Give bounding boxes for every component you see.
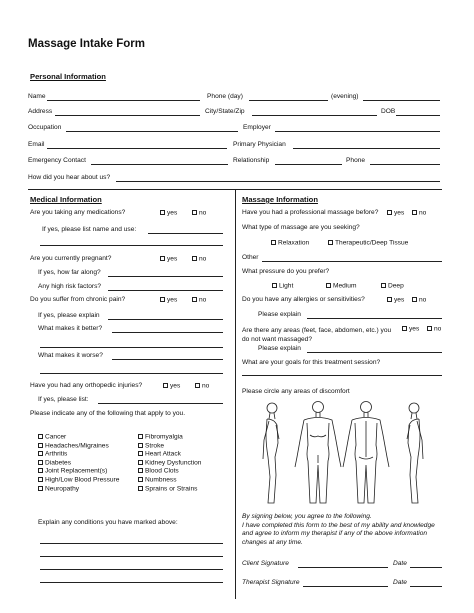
physician-label: Primary Physician [233, 141, 286, 148]
checkbox-icon [38, 443, 43, 448]
pain-explain-field[interactable] [108, 319, 223, 320]
phone-field[interactable] [370, 164, 440, 165]
employer-field[interactable] [275, 131, 440, 132]
explain-marked-field-2[interactable] [40, 556, 223, 557]
condition-item[interactable] [138, 477, 177, 484]
consent-heading: By signing below, you agree to the following. [242, 513, 372, 520]
address-field[interactable] [55, 115, 200, 116]
therapeutic-option[interactable]: Therapeutic/Deep Tissue [328, 240, 408, 247]
checkbox-icon [38, 434, 43, 439]
worse-field-2[interactable] [40, 373, 223, 374]
high-risk-label: Any high risk factors? [38, 283, 102, 290]
checkbox-icon [138, 460, 143, 465]
checkbox-icon [138, 468, 143, 473]
evening-label: (evening) [331, 93, 359, 100]
client-signature-field[interactable] [298, 567, 388, 568]
client-date-field[interactable] [410, 567, 442, 568]
list-name-label: If yes, please list name and use: [42, 226, 137, 233]
name-label: Name [28, 93, 46, 100]
therapist-signature-field[interactable] [303, 586, 388, 587]
pregnant-no[interactable]: no [192, 256, 206, 263]
checkbox-icon [402, 326, 407, 331]
condition-label: Stroke [145, 442, 165, 450]
checkbox-icon [38, 451, 43, 456]
checkbox-icon [326, 283, 331, 288]
allergies-question: Do you have any allergies or sensitivities? [242, 296, 365, 303]
checkbox-icon [160, 210, 165, 215]
email-label: Email [28, 141, 45, 148]
goals-field-1[interactable] [242, 375, 442, 376]
checkbox-icon [38, 486, 43, 491]
employer-label: Employer [243, 124, 271, 131]
checkbox-icon [192, 210, 197, 215]
condition-item[interactable] [38, 477, 119, 484]
worse-field-1[interactable] [112, 359, 223, 360]
checkbox-icon [160, 297, 165, 302]
body-side-left-icon [263, 403, 279, 503]
allergies-explain-field[interactable] [307, 318, 442, 319]
avoid-yes[interactable]: yes [402, 326, 419, 333]
consent-text: I have completed this form to the best of my ability and knowledge and agree to inform my therapist if any of the above information changes at any time. [242, 522, 435, 546]
therapist-date-field[interactable] [410, 586, 442, 587]
condition-label: Neuropathy [45, 485, 80, 493]
checkbox-icon [138, 451, 143, 456]
checkbox-icon [412, 297, 417, 302]
phone-day-label: Phone (day) [207, 93, 243, 100]
medications-field-1[interactable] [148, 233, 223, 234]
condition-item[interactable] [138, 434, 183, 441]
goals-question: What are your goals for this treatment session? [242, 359, 381, 366]
medications-no[interactable]: no [192, 210, 206, 217]
phone-evening-field[interactable] [363, 100, 440, 101]
condition-item[interactable] [38, 443, 109, 450]
personal-heading: Personal Information [30, 72, 106, 81]
relaxation-option[interactable]: Relaxation [271, 240, 309, 247]
checkbox-icon [160, 256, 165, 261]
checkbox-icon [427, 326, 432, 331]
body-side-right-icon [407, 403, 423, 503]
checkbox-icon [138, 434, 143, 439]
checkbox-icon [381, 283, 386, 288]
client-signature-label: Client Signature [242, 560, 289, 567]
professional-yes[interactable]: yes [387, 210, 404, 217]
better-field-1[interactable] [112, 332, 223, 333]
condition-label: Headaches/Migraines [45, 442, 109, 450]
pain-explain-label: If yes, please explain [38, 312, 100, 319]
therapist-date-label: Date [393, 579, 407, 586]
hear-about-label: How did you hear about us? [28, 174, 111, 181]
avoid-question: Are there any areas (feet, face, abdomen, etc.) you do not want massaged? [242, 327, 392, 343]
condition-label: Blood Clots [145, 467, 179, 475]
orthopedic-yes[interactable]: yes [163, 383, 180, 390]
pressure-question: What pressure do you prefer? [242, 268, 330, 275]
other-field[interactable] [262, 261, 442, 262]
checkbox-icon [192, 297, 197, 302]
body-back-icon [343, 402, 389, 504]
checkbox-icon [163, 383, 168, 388]
medical-heading: Medical Information [30, 195, 102, 204]
avoid-explain-label: Please explain [258, 345, 301, 352]
therapist-signature-label: Therapist Signature [242, 579, 300, 586]
checkbox-icon [138, 477, 143, 482]
allergies-yes[interactable]: yes [387, 297, 404, 304]
condition-label: Arthritis [45, 450, 68, 458]
high-risk-field[interactable] [108, 290, 223, 291]
explain-marked-label: Explain any conditions you have marked above: [38, 519, 178, 526]
condition-label: Sprains or Strains [145, 485, 198, 493]
phone-day-field[interactable] [249, 100, 328, 101]
hear-about-field[interactable] [116, 181, 440, 182]
better-label: What makes it better? [38, 325, 103, 332]
occupation-label: Occupation [28, 124, 62, 131]
city-label: City/State/Zip [205, 108, 245, 115]
condition-label: High/Low Blood Pressure [45, 476, 120, 484]
relationship-label: Relationship [233, 157, 270, 164]
condition-item[interactable] [138, 443, 164, 450]
chronic-pain-question: Do you suffer from chronic pain? [30, 296, 126, 303]
checkbox-icon [412, 210, 417, 215]
column-divider [235, 189, 236, 599]
occupation-field[interactable] [66, 131, 238, 132]
how-far-label: If yes, how far along? [38, 269, 101, 276]
checkbox-icon [328, 240, 333, 245]
massage-heading: Massage Information [242, 195, 318, 204]
checkbox-icon [272, 283, 277, 288]
client-date-label: Date [393, 560, 407, 567]
physician-field[interactable] [293, 148, 440, 149]
pregnant-yes[interactable]: yes [160, 256, 177, 263]
condition-label: Cancer [45, 433, 67, 441]
condition-label: Fibromyalgia [145, 433, 183, 441]
orthopedic-no[interactable]: no [195, 383, 209, 390]
worse-label: What makes it worse? [38, 352, 103, 359]
condition-label: Kidney Dysfunction [145, 459, 202, 467]
checkbox-icon [387, 210, 392, 215]
medium-option[interactable]: Medium [326, 283, 356, 290]
checkbox-icon [387, 297, 392, 302]
condition-item[interactable] [138, 468, 179, 475]
circle-label: Please circle any areas of discomfort [242, 388, 350, 395]
indicate-label: Please indicate any of the following that apply to you. [30, 410, 186, 417]
avoid-no[interactable]: no [427, 326, 441, 333]
professional-question: Have you had a professional massage before? [242, 209, 379, 216]
condition-item[interactable] [38, 451, 67, 458]
medications-yes[interactable]: yes [160, 210, 177, 217]
emergency-field[interactable] [91, 164, 228, 165]
please-list-label: If yes, please list: [38, 396, 89, 403]
condition-label: Heart Attack [145, 450, 181, 458]
dob-label: DOB [381, 108, 396, 115]
type-question: What type of massage are you seeking? [242, 224, 360, 231]
allergies-no[interactable]: no [412, 297, 426, 304]
condition-item[interactable] [138, 451, 181, 458]
condition-label: Diabetes [45, 459, 72, 467]
checkbox-icon [195, 383, 200, 388]
address-label: Address [28, 108, 53, 115]
checkbox-icon [38, 477, 43, 482]
medications-question: Are you taking any medications? [30, 209, 126, 216]
orthopedic-field[interactable] [98, 403, 223, 404]
checkbox-icon [38, 468, 43, 473]
condition-item[interactable] [38, 434, 66, 441]
body-diagram[interactable] [240, 395, 446, 511]
checkbox-icon [38, 460, 43, 465]
explain-marked-field-1[interactable] [40, 543, 223, 544]
emergency-label: Emergency Contact [28, 157, 86, 164]
allergies-explain-label: Please explain [258, 311, 301, 318]
orthopedic-question: Have you had any orthopedic injuries? [30, 382, 143, 389]
checkbox-icon [271, 240, 276, 245]
pregnant-question: Are you currently pregnant? [30, 255, 112, 262]
condition-item[interactable] [138, 486, 197, 493]
city-field[interactable] [252, 115, 377, 116]
condition-label: Numbness [145, 476, 177, 484]
condition-item[interactable] [38, 460, 71, 467]
email-field[interactable] [47, 148, 227, 149]
dob-field[interactable] [396, 115, 440, 116]
deep-option[interactable]: Deep [381, 283, 404, 290]
light-option[interactable]: Light [272, 283, 293, 290]
body-front-icon [295, 402, 341, 504]
checkbox-icon [138, 443, 143, 448]
checkbox-icon [192, 256, 197, 261]
checkbox-icon [138, 486, 143, 491]
avoid-explain-field[interactable] [307, 352, 442, 353]
explain-marked-field-4[interactable] [40, 582, 223, 583]
how-far-field[interactable] [108, 276, 223, 277]
better-field-2[interactable] [40, 347, 223, 348]
condition-item[interactable] [38, 468, 107, 475]
medications-field-2[interactable] [40, 245, 223, 246]
name-field[interactable] [47, 100, 200, 101]
professional-no[interactable]: no [412, 210, 426, 217]
other-label: Other [242, 254, 259, 261]
chronic-pain-no[interactable]: no [192, 297, 206, 304]
chronic-pain-yes[interactable]: yes [160, 297, 177, 304]
page-title: Massage Intake Form [28, 38, 145, 50]
relationship-field[interactable] [275, 164, 342, 165]
phone-label: Phone [346, 157, 366, 164]
condition-label: Joint Replacement(s) [45, 467, 108, 475]
condition-item[interactable] [38, 486, 79, 493]
explain-marked-field-3[interactable] [40, 569, 223, 570]
condition-item[interactable] [138, 460, 201, 467]
